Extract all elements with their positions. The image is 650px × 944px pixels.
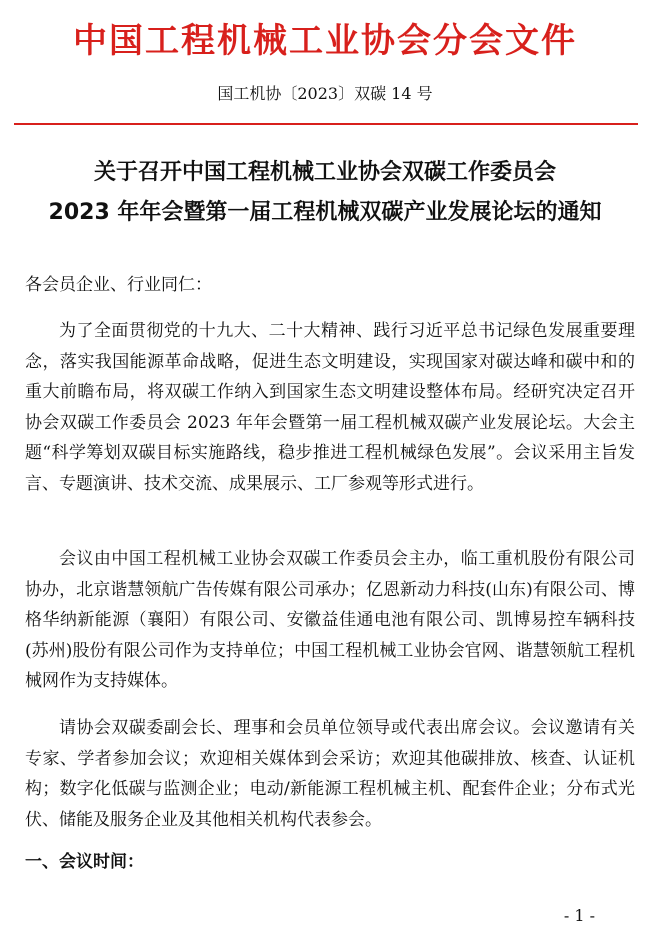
document-header-title: 中国工程机械工业协会分会文件 xyxy=(73,21,577,61)
paragraph-2 xyxy=(25,544,635,697)
paragraph-2-text: 会议由中国工程机械工业协会双碳工作委员会主办，临工重机股份有限公司协办，北京谐慧领航广告传媒有限公司承办；亿恩新动力科技(山东)有限公司、博格华纳新能源（襄阳）有限公司、安徽益佳通电池有限公司、凯博易控车辆科技(苏州)股份有限公司作为支持单位；中国工程机械工业协会官网、谐慧领航工程机械网作为支持媒体。 xyxy=(25,549,635,691)
red-divider-line xyxy=(14,123,638,125)
section-heading-meeting-time: 一、会议时间： xyxy=(25,852,144,872)
notice-title-line-1: 关于召开中国工程机械工业协会双碳工作委员会 xyxy=(93,160,556,185)
paragraph-3 xyxy=(25,713,635,835)
paragraph-1-text: 为了全面贯彻党的十九大、二十大精神、践行习近平总书记绿色发展重要理念，落实我国能源革命战略，促进生态文明建设，实现国家对碳达峰和碳中和的重大前瞻布局，将双碳工作纳入到国家生态文明建设整体布局。经研究决定召开协会双碳工作委员会 2023 年年会暨第一届工程机械双碳产业发展论坛。大会主题“科学筹划双碳目标实施路线，稳步推进工程机械绿色发展”。会议采用主旨发言、专题演讲、技术交流、成果展示、工厂参观等形式进行。 xyxy=(25,321,635,494)
notice-title-line-2: 2023 年年会暨第一届工程机械双碳产业发展论坛的通知 xyxy=(48,200,602,225)
paragraph-1 xyxy=(25,316,635,499)
salutation: 各会员企业、行业同仁： xyxy=(25,275,212,295)
document-number: 国工机协〔2023〕双碳 14 号 xyxy=(217,84,433,103)
paragraph-3-text: 请协会双碳委副会长、理事和会员单位领导或代表出席会议。会议邀请有关专家、学者参加会议；欢迎相关媒体到会采访；欢迎其他碳排放、核查、认证机构；数字化低碳与监测企业；电动/新能源工程机械主机、配套件企业；分布式光伏、储能及服务企业及其他相关机构代表参会。 xyxy=(25,718,635,830)
page-number: - 1 - xyxy=(563,906,595,925)
